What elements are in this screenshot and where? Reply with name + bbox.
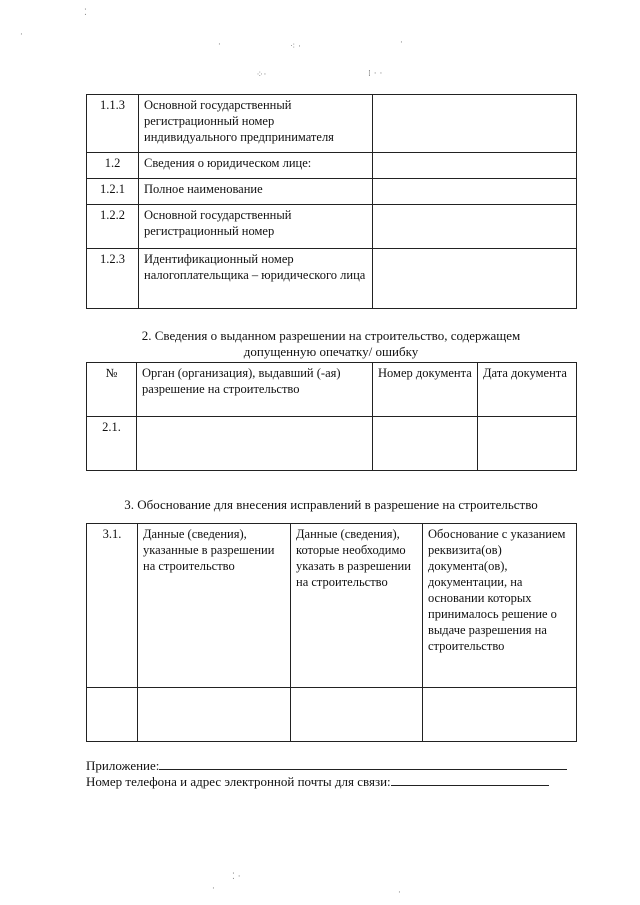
scan-speck: ·	[400, 38, 403, 48]
table-row	[87, 249, 577, 309]
attachment-line	[86, 758, 567, 774]
contacts-label: Номер телефона и адрес электронной почты для связи:	[86, 774, 391, 789]
contacts-line	[86, 774, 549, 790]
doc-number-cell[interactable]	[373, 417, 478, 471]
doc-date-cell[interactable]	[478, 417, 577, 471]
row-label: Полное наименование	[139, 179, 373, 205]
permit-info-table	[86, 362, 577, 471]
row-label: Сведения о юридическом лице:	[139, 153, 373, 179]
table-row	[87, 524, 577, 688]
table-row	[87, 205, 577, 249]
scan-speck: ⁚ ·	[232, 872, 241, 882]
attachment-fill-line[interactable]	[159, 758, 567, 770]
scan-speck: ·	[218, 40, 221, 50]
attachment-label: Приложение:	[86, 758, 160, 773]
row-value-cell[interactable]	[373, 153, 577, 179]
row-number: 1.2.3	[87, 249, 139, 309]
row-value-cell[interactable]	[373, 205, 577, 249]
organ-cell[interactable]	[137, 417, 373, 471]
header-organ: Орган (организация), выдавший (-ая) разрешение на строительство	[137, 363, 373, 417]
applicant-info-table	[86, 94, 577, 309]
justification-header: Обоснование с указанием реквизита(ов) документа(ов), документации, на основании которых принималось решение о выдаче разрешения на строительство	[423, 524, 577, 688]
row-value-cell[interactable]	[373, 249, 577, 309]
required-data-header: Данные (сведения), которые необходимо указать в разрешении на строительство	[291, 524, 423, 688]
header-number: №	[87, 363, 137, 417]
contacts-fill-line[interactable]	[391, 774, 549, 786]
section-2-heading-line1: 2. Сведения о выданном разрешении на строительство, содержащем	[141, 328, 521, 343]
scan-speck: ·	[20, 30, 23, 40]
row-value-cell[interactable]	[373, 179, 577, 205]
table-row	[87, 153, 577, 179]
table-header-row	[87, 363, 577, 417]
scan-speck: ⁞ · ·	[368, 69, 383, 79]
row-number: 1.2.1	[87, 179, 139, 205]
header-doc-date: Дата документа	[478, 363, 577, 417]
scan-speck: ·	[212, 884, 215, 894]
row-value-cell[interactable]	[373, 95, 577, 153]
row-number: 2.1.	[87, 417, 137, 471]
table-row	[87, 95, 577, 153]
row-number: 3.1.	[87, 524, 138, 688]
scan-speck: ⁖ ·	[290, 42, 301, 52]
row-number: 1.2	[87, 153, 139, 179]
required-data-cell[interactable]	[291, 688, 423, 742]
section-2-heading	[86, 328, 576, 360]
row-label: Идентификационный номер налогоплательщика – юридического лица	[139, 249, 373, 309]
row-number: 1.2.2	[87, 205, 139, 249]
row-label: Основной государственный регистрационный номер	[139, 205, 373, 249]
justification-cell[interactable]	[423, 688, 577, 742]
section-2-heading-line2: допущенную опечатку/ ошибку	[243, 344, 419, 359]
current-data-header: Данные (сведения), указанные в разрешении на строительство	[138, 524, 291, 688]
row-number	[87, 688, 138, 742]
current-data-cell[interactable]	[138, 688, 291, 742]
row-number: 1.1.3	[87, 95, 139, 153]
corrections-table	[86, 523, 577, 742]
section-3-heading: 3. Обоснование для внесения исправлений в разрешение на строительство	[124, 497, 538, 512]
table-row	[87, 688, 577, 742]
table-row	[87, 179, 577, 205]
scan-speck: ⁚	[84, 8, 87, 18]
scan-speck: ·	[398, 888, 401, 898]
row-label: Основной государственный регистрационный номер индивидуального предпринимателя	[139, 95, 373, 153]
header-doc-number: Номер документа	[373, 363, 478, 417]
scan-speck: ⁘·	[256, 70, 267, 80]
table-row	[87, 417, 577, 471]
